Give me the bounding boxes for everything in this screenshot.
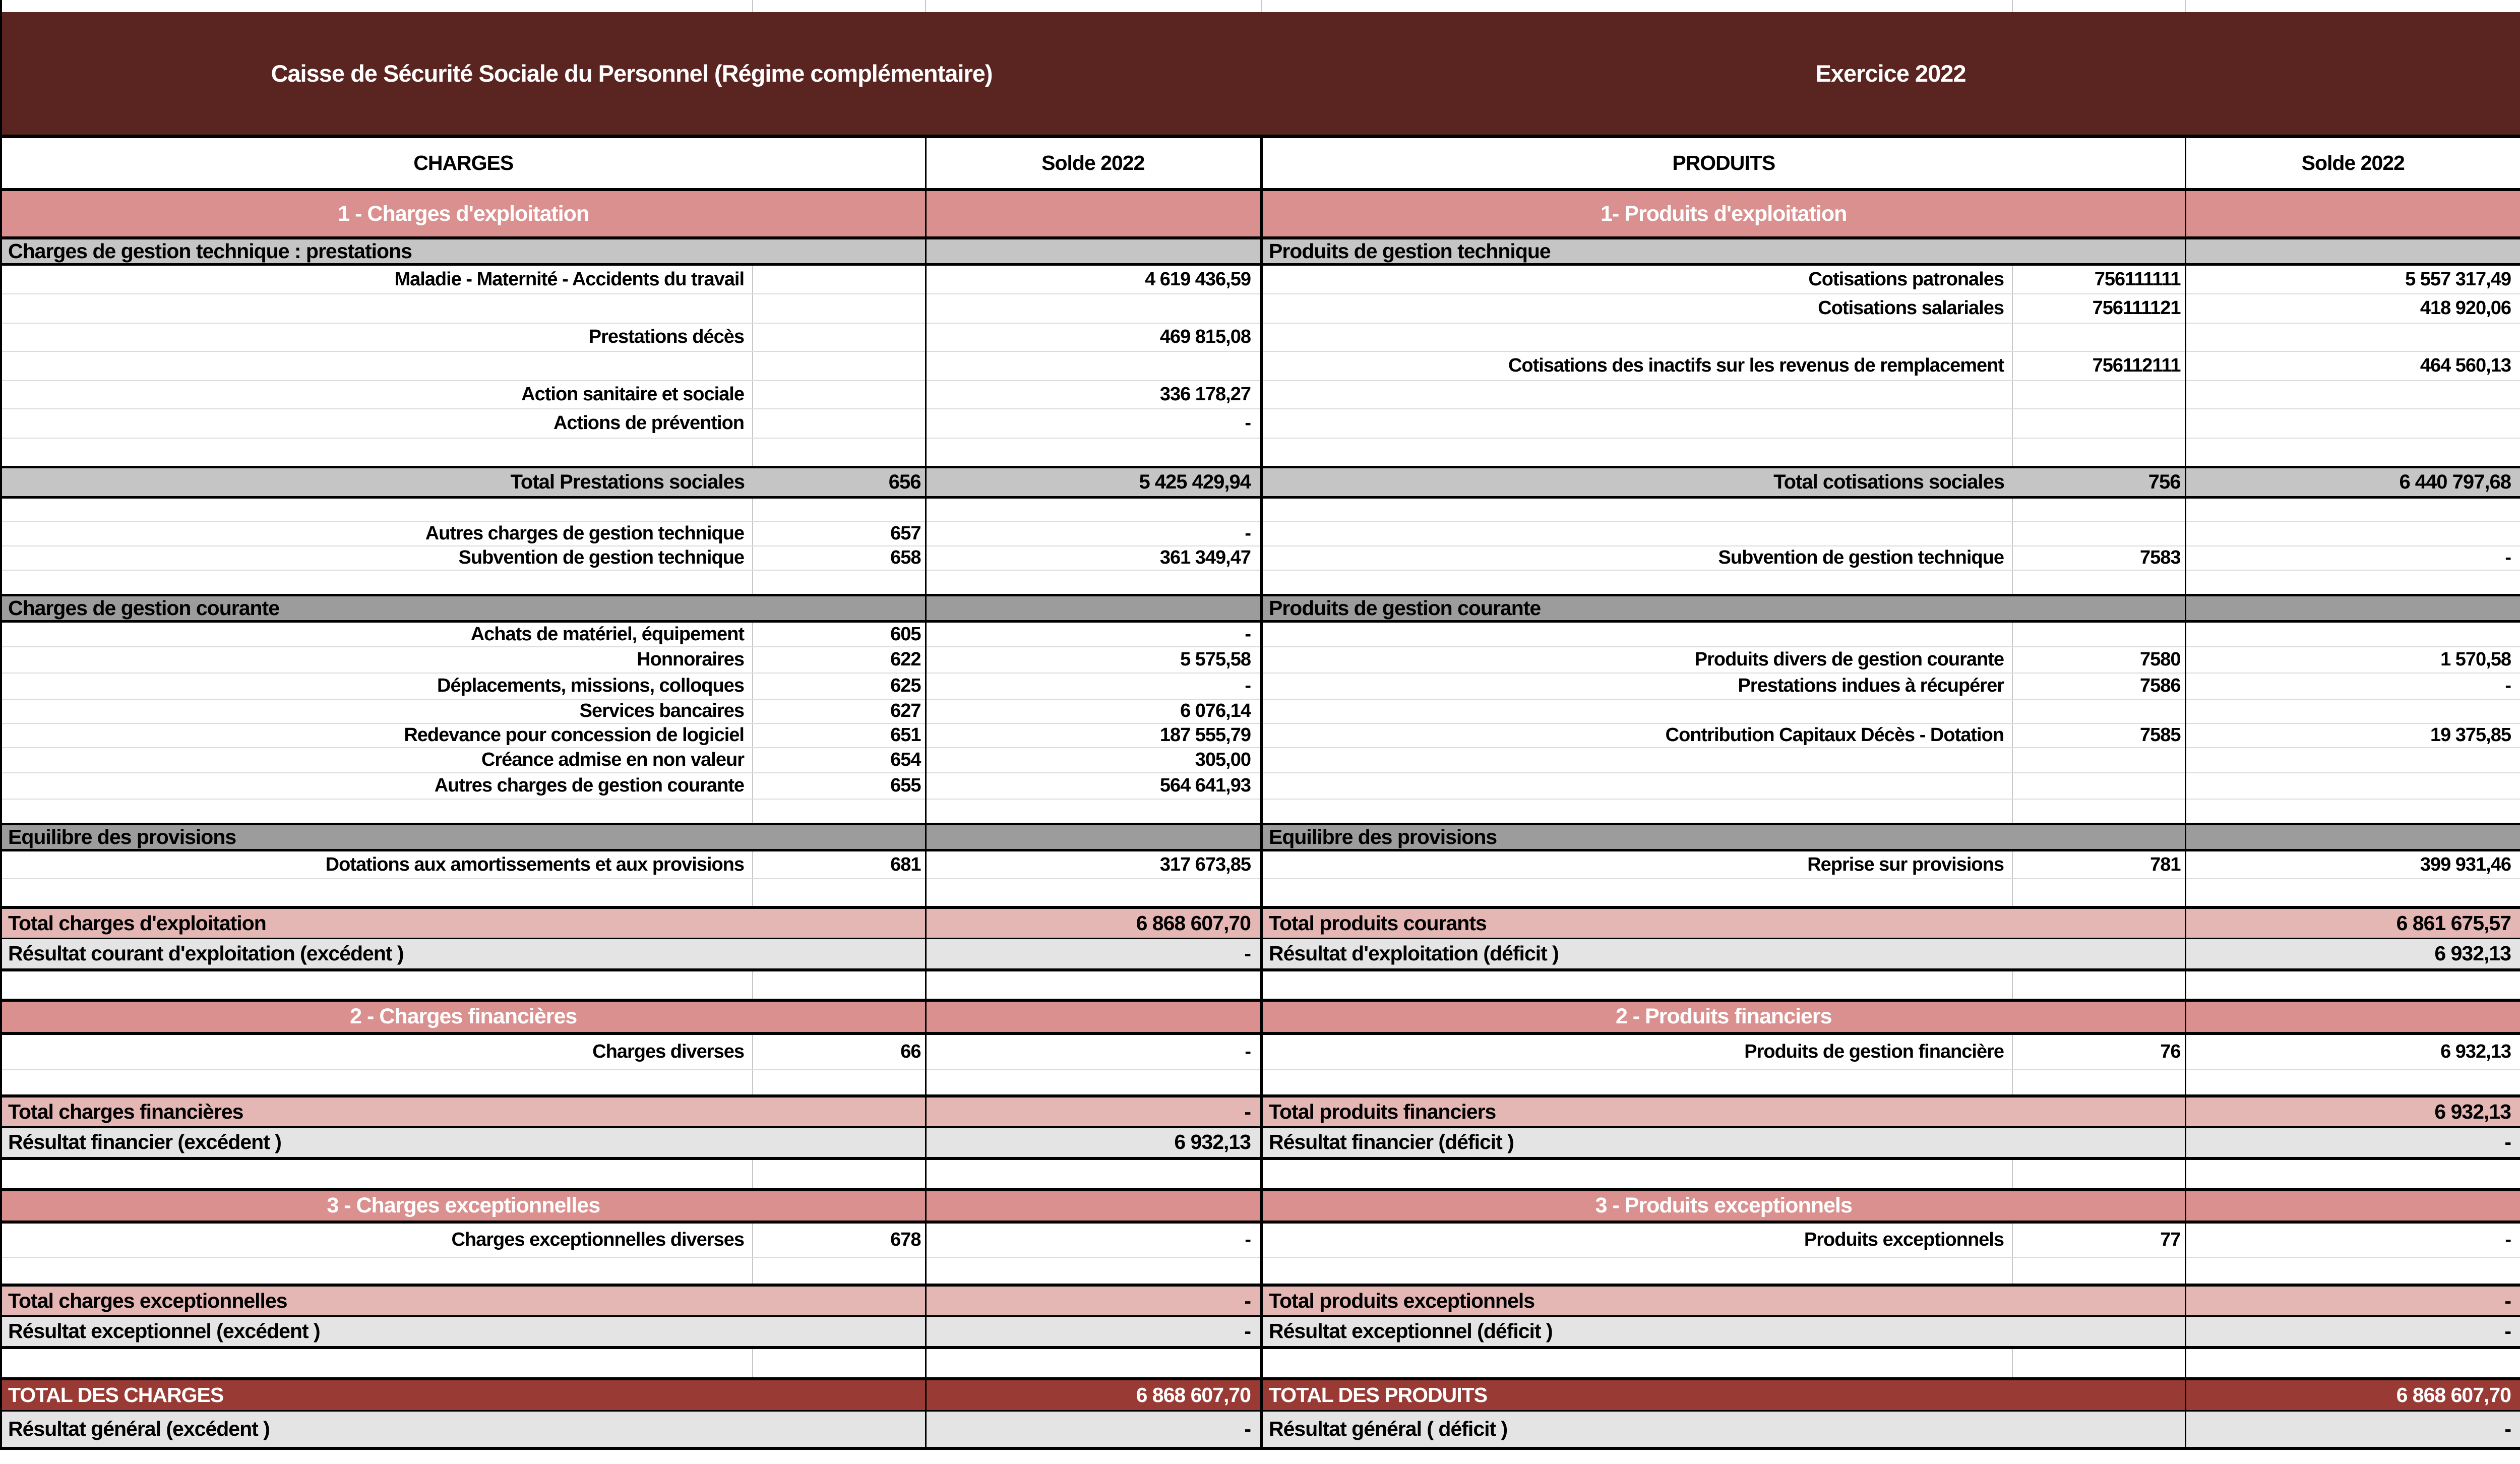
produits-label-cell: Cotisations salariales [1261,294,2012,323]
row-band [1,824,2520,850]
charges-label-cell: Action sanitaire et sociale [1,381,753,409]
produits-label-cell [1261,1348,2012,1379]
produits-code-cell [2012,1348,2185,1379]
row-result [1,1316,2520,1348]
produits-solde-cell: - [2185,546,2520,570]
produits-label-cell: Cotisations des inactifs sur les revenus de remplacement [1261,351,2012,381]
row-result [1,1411,2520,1448]
charges-label-cell: Redevance pour concession de logiciel [1,723,753,748]
charges-code-cell [753,265,926,294]
charges-label-cell [1,351,753,381]
charges-solde-cell [926,799,1261,824]
charges-code-cell [753,1070,926,1096]
charges-solde-cell: 317 673,85 [926,850,1261,879]
charges-label-cell: Achats de matériel, équipement [1,622,753,647]
produits-solde-cell [2185,622,2520,647]
charges-solde-cell: 361 349,47 [926,546,1261,570]
produits-label-cell [1261,1070,2012,1096]
charges-solde-cell [926,1257,1261,1285]
charges-result-label: Résultat général (excédent ) [1,1411,926,1448]
row-section [1,190,2520,238]
produits-label-cell [1261,799,2012,824]
charges-solde-cell [926,438,1261,467]
charges-code-cell [753,1348,926,1379]
produits-code-cell [2012,570,2185,595]
produits-label-cell: Reprise sur provisions [1261,850,2012,879]
charges-section-header: 1 - Charges d'exploitation [1,190,926,238]
row-pinktotal [1,907,2520,939]
charges-code-cell [753,294,926,323]
subsection-spacer [2185,824,2520,850]
produits-label-cell [1261,438,2012,467]
produits-code-cell [2012,323,2185,351]
row-data [1,323,2520,351]
row-graytotal [1,467,2520,498]
produits-label-cell [1261,773,2012,799]
row-result [1,1127,2520,1158]
charges-label-cell: Actions de prévention [1,409,753,438]
charges-label-cell: Prestations décès [1,323,753,351]
charges-solde-cell [926,1348,1261,1379]
charges-result-value: - [926,939,1261,970]
charges-solde-cell [926,351,1261,381]
charges-label-cell [1,570,753,595]
produits-code-cell [2012,622,2185,647]
produits-code-cell: 756111111 [2012,265,2185,294]
row-data [1,748,2520,773]
produits-solde-cell [2185,1158,2520,1190]
charges-solde-cell: - [926,673,1261,699]
produits-label-cell [1261,748,2012,773]
charges-solde-cell: - [926,1222,1261,1257]
produits-solde-cell [2185,1257,2520,1285]
produits-label-cell [1261,409,2012,438]
produits-code-cell: 756111121 [2012,294,2185,323]
produits-solde-cell: 6 932,13 [2185,1033,2520,1070]
produits-code-cell: 781 [2012,850,2185,879]
produits-code-cell [2012,799,2185,824]
charges-label-cell [1,799,753,824]
produits-code-cell: 7586 [2012,673,2185,699]
produits-code-cell: 7585 [2012,723,2185,748]
row-data [1,498,2520,522]
produits-label-cell [1261,522,2012,546]
produits-result-label: Résultat exceptionnel (déficit ) [1261,1316,2185,1348]
charges-code-cell: 622 [753,647,926,673]
charges-solde-cell: 187 555,79 [926,723,1261,748]
row-data [1,879,2520,907]
produits-solde-cell: - [2185,673,2520,699]
charges-solde-cell [926,879,1261,907]
charges-solde-cell: 4 619 436,59 [926,265,1261,294]
produits-result-value: 6 932,13 [2185,939,2520,970]
charges-code-cell: 678 [753,1222,926,1257]
row-data [1,265,2520,294]
subsection-spacer [2185,238,2520,265]
row-colhead [1,136,2520,190]
charges-solde-cell: - [926,622,1261,647]
charges-code-cell: 605 [753,622,926,647]
charges-solde-cell: 5 425 429,94 [926,467,1261,498]
subsection-spacer [926,595,1261,622]
charges-label-cell: Autres charges de gestion technique [1,522,753,546]
charges-code-cell: 625 [753,673,926,699]
produits-solde-cell [2185,323,2520,351]
charges-code-cell [753,1158,926,1190]
charges-label-cell: Déplacements, missions, colloques [1,673,753,699]
produits-column-header: PRODUITS [1261,136,2185,190]
charges-label-cell: Charges diverses [1,1033,753,1070]
charges-code-cell [753,409,926,438]
produits-label-cell: Contribution Capitaux Décès - Dotation [1261,723,2012,748]
row-data [1,1033,2520,1070]
row-data [1,1348,2520,1379]
row-data [1,723,2520,748]
produits-result-value: - [2185,1127,2520,1158]
charges-code-cell [753,1257,926,1285]
row-grand [1,1379,2520,1411]
charges-solde-cell: - [926,522,1261,546]
produits-solde-cell [2185,799,2520,824]
produits-solde-cell: 464 560,13 [2185,351,2520,381]
section-spacer [926,1190,1261,1222]
charges-label-cell [1,1348,753,1379]
produits-label-cell [1261,323,2012,351]
produits-grand-value: 6 868 607,70 [2185,1379,2520,1411]
charges-solde-cell [926,1158,1261,1190]
grid-cell [926,0,1261,12]
produits-code-cell [2012,498,2185,522]
produits-label-cell: Cotisations patronales [1261,265,2012,294]
produits-solde-cell: 418 920,06 [2185,294,2520,323]
produits-label-cell: Produits de gestion financière [1261,1033,2012,1070]
produits-label-cell [1261,699,2012,723]
produits-label-cell [1261,622,2012,647]
produits-section-header: 1- Produits d'exploitation [1261,190,2185,238]
charges-result-label: Résultat financier (excédent ) [1,1127,926,1158]
charges-label-cell: Honnoraires [1,647,753,673]
charges-pinktotal-label: Total charges d'exploitation [1,907,926,939]
charges-result-value: - [926,1316,1261,1348]
row-data [1,522,2520,546]
charges-pinktotal-value: - [926,1096,1261,1127]
row-data [1,699,2520,723]
charges-section-header: 3 - Charges exceptionnelles [1,1190,926,1222]
produits-label-cell [1261,570,2012,595]
produits-solde-cell: 399 931,46 [2185,850,2520,879]
report-title: Caisse de Sécurité Sociale du Personnel (Régime complémentaire) [1,12,1261,136]
produits-solde-cell [2185,438,2520,467]
produits-solde-cell [2185,409,2520,438]
subsection-spacer [926,238,1261,265]
produits-code-cell [2012,1158,2185,1190]
produits-solde-cell [2185,748,2520,773]
produits-solde-cell [2185,498,2520,522]
produits-section-header: 2 - Produits financiers [1261,1000,2185,1033]
row-title [1,12,2520,136]
row-data [1,622,2520,647]
row-result [1,939,2520,970]
produits-solde-cell: 19 375,85 [2185,723,2520,748]
row-band [1,595,2520,622]
produits-code-cell [2012,748,2185,773]
produits-solde-cell: 5 557 317,49 [2185,265,2520,294]
row-data [1,381,2520,409]
produits-solde-cell [2185,1348,2520,1379]
produits-label-cell: Prestations indues à récupérer [1261,673,2012,699]
produits-subsection-header: Produits de gestion courante [1261,595,2185,622]
produits-label-cell [1261,381,2012,409]
section-spacer [926,1000,1261,1033]
charges-result-value: 6 932,13 [926,1127,1261,1158]
row-data [1,799,2520,824]
charges-code-cell: 654 [753,748,926,773]
row-pinktotal [1,1285,2520,1316]
produits-result-label: Résultat général ( déficit ) [1261,1411,2185,1448]
charges-section-header: 2 - Charges financières [1,1000,926,1033]
produits-grand-label: TOTAL DES PRODUITS [1261,1379,2185,1411]
produits-section-header: 3 - Produits exceptionnels [1261,1190,2185,1222]
produits-solde-cell: 1 570,58 [2185,647,2520,673]
charges-code-cell [753,323,926,351]
charges-label-cell: Subvention de gestion technique [1,546,753,570]
charges-label-cell: Charges exceptionnelles diverses [1,1222,753,1257]
produits-code-cell [2012,409,2185,438]
charges-label-cell: Dotations aux amortissements et aux provisions [1,850,753,879]
grid-cell [2185,0,2520,12]
produits-pinktotal-label: Total produits financiers [1261,1096,2185,1127]
produits-code-cell: 756 [2012,467,2185,498]
produits-solde-cell [2185,970,2520,1000]
charges-solde-cell [926,294,1261,323]
charges-label-cell [1,1257,753,1285]
produits-result-label: Résultat financier (déficit ) [1261,1127,2185,1158]
grid-cell [1,0,753,12]
charges-code-cell [753,570,926,595]
charges-pinktotal-label: Total charges exceptionnelles [1,1285,926,1316]
produits-code-cell [2012,1257,2185,1285]
charges-result-value: - [926,1411,1261,1448]
row-data [1,351,2520,381]
charges-subsection-header: Charges de gestion technique : prestations [1,238,926,265]
charges-code-cell: 651 [753,723,926,748]
produits-pinktotal-value: 6 932,13 [2185,1096,2520,1127]
charges-solde-cell: 305,00 [926,748,1261,773]
charges-solde-cell [926,970,1261,1000]
produits-solde-cell [2185,773,2520,799]
charges-solde-cell: 469 815,08 [926,323,1261,351]
produits-label-cell: Produits divers de gestion courante [1261,647,2012,673]
produits-code-cell [2012,699,2185,723]
charges-label-cell [1,1158,753,1190]
charges-code-cell: 656 [753,467,926,498]
produits-label-cell: Produits exceptionnels [1261,1222,2012,1257]
charges-code-cell: 66 [753,1033,926,1070]
charges-code-cell [753,498,926,522]
section-spacer [2185,1000,2520,1033]
charges-label-cell [1,294,753,323]
charges-result-label: Résultat courant d'exploitation (excédent ) [1,939,926,970]
charges-code-cell [753,381,926,409]
grid-cell [1261,0,2012,12]
charges-solde-cell: - [926,409,1261,438]
produits-label-cell [1261,970,2012,1000]
produits-solde-cell [2185,879,2520,907]
row-data [1,570,2520,595]
produits-label-cell [1261,1257,2012,1285]
produits-pinktotal-value: - [2185,1285,2520,1316]
charges-label-cell: Services bancaires [1,699,753,723]
produits-label-cell: Subvention de gestion technique [1261,546,2012,570]
produits-code-cell [2012,522,2185,546]
produits-code-cell [2012,970,2185,1000]
section-spacer [2185,190,2520,238]
produits-code-cell [2012,1070,2185,1096]
row-data [1,546,2520,570]
solde-column-header-left: Solde 2022 [926,136,1261,190]
charges-grand-label: TOTAL DES CHARGES [1,1379,926,1411]
charges-label-cell: Maladie - Maternité - Accidents du travail [1,265,753,294]
charges-code-cell [753,970,926,1000]
charges-solde-cell: 6 076,14 [926,699,1261,723]
charges-label-cell: Autres charges de gestion courante [1,773,753,799]
produits-solde-cell [2185,1070,2520,1096]
subsection-spacer [926,824,1261,850]
charges-code-cell [753,879,926,907]
row-section [1,1190,2520,1222]
charges-solde-cell: 564 641,93 [926,773,1261,799]
charges-result-label: Résultat exceptionnel (excédent ) [1,1316,926,1348]
row-band [1,238,2520,265]
charges-code-cell: 627 [753,699,926,723]
produits-code-cell: 76 [2012,1033,2185,1070]
charges-label-cell [1,970,753,1000]
grid-cell [753,0,926,12]
produits-result-label: Résultat d'exploitation (déficit ) [1261,939,2185,970]
row-data [1,438,2520,467]
produits-solde-cell: - [2185,1222,2520,1257]
charges-solde-cell [926,1070,1261,1096]
produits-pinktotal-label: Total produits courants [1261,907,2185,939]
produits-result-value: - [2185,1316,2520,1348]
charges-pinktotal-value: - [926,1285,1261,1316]
charges-label-cell [1,1070,753,1096]
charges-subsection-header: Equilibre des provisions [1,824,926,850]
charges-code-cell: 681 [753,850,926,879]
charges-solde-cell: - [926,1033,1261,1070]
row-data [1,1257,2520,1285]
charges-subsection-header: Charges de gestion courante [1,595,926,622]
produits-solde-cell [2185,381,2520,409]
charges-code-cell: 657 [753,522,926,546]
charges-label-cell [1,498,753,522]
row-data [1,970,2520,1000]
charges-label-cell [1,879,753,907]
produits-code-cell [2012,438,2185,467]
produits-code-cell: 7583 [2012,546,2185,570]
charges-solde-cell [926,570,1261,595]
produits-subsection-header: Equilibre des provisions [1261,824,2185,850]
charges-pinktotal-value: 6 868 607,70 [926,907,1261,939]
charges-label-cell: Total Prestations sociales [1,467,753,498]
charges-solde-cell [926,498,1261,522]
produits-solde-cell [2185,570,2520,595]
charges-code-cell [753,438,926,467]
row-data [1,647,2520,673]
produits-label-cell [1261,1158,2012,1190]
produits-code-cell: 756112111 [2012,351,2185,381]
charges-column-header: CHARGES [1,136,926,190]
charges-pinktotal-label: Total charges financières [1,1096,926,1127]
produits-code-cell: 77 [2012,1222,2185,1257]
charges-code-cell [753,351,926,381]
row-data [1,1222,2520,1257]
produits-subsection-header: Produits de gestion technique [1261,238,2185,265]
charges-label-cell: Créance admise en non valeur [1,748,753,773]
section-spacer [2185,1190,2520,1222]
exercice-label: Exercice 2022 [1261,12,2520,136]
subsection-spacer [2185,595,2520,622]
charges-code-cell: 658 [753,546,926,570]
row-strip [1,0,2520,12]
row-data [1,773,2520,799]
charges-code-cell: 655 [753,773,926,799]
produits-solde-cell [2185,522,2520,546]
produits-code-cell [2012,381,2185,409]
solde-column-header-right: Solde 2022 [2185,136,2520,190]
row-data [1,1158,2520,1190]
row-data [1,850,2520,879]
row-pinktotal [1,1096,2520,1127]
charges-solde-cell: 5 575,58 [926,647,1261,673]
grid-cell [2012,0,2185,12]
produits-code-cell [2012,773,2185,799]
charges-grand-value: 6 868 607,70 [926,1379,1261,1411]
charges-solde-cell: 336 178,27 [926,381,1261,409]
produits-code-cell [2012,879,2185,907]
row-data [1,409,2520,438]
produits-code-cell: 7580 [2012,647,2185,673]
section-spacer [926,190,1261,238]
charges-code-cell [753,799,926,824]
row-data [1,1070,2520,1096]
produits-pinktotal-label: Total produits exceptionnels [1261,1285,2185,1316]
produits-solde-cell: 6 440 797,68 [2185,467,2520,498]
produits-solde-cell [2185,699,2520,723]
row-data [1,673,2520,699]
produits-label-cell [1261,879,2012,907]
row-section [1,1000,2520,1033]
row-data [1,294,2520,323]
produits-label-cell [1261,498,2012,522]
produits-pinktotal-value: 6 861 675,57 [2185,907,2520,939]
produits-result-value: - [2185,1411,2520,1448]
produits-label-cell: Total cotisations sociales [1261,467,2012,498]
charges-label-cell [1,438,753,467]
